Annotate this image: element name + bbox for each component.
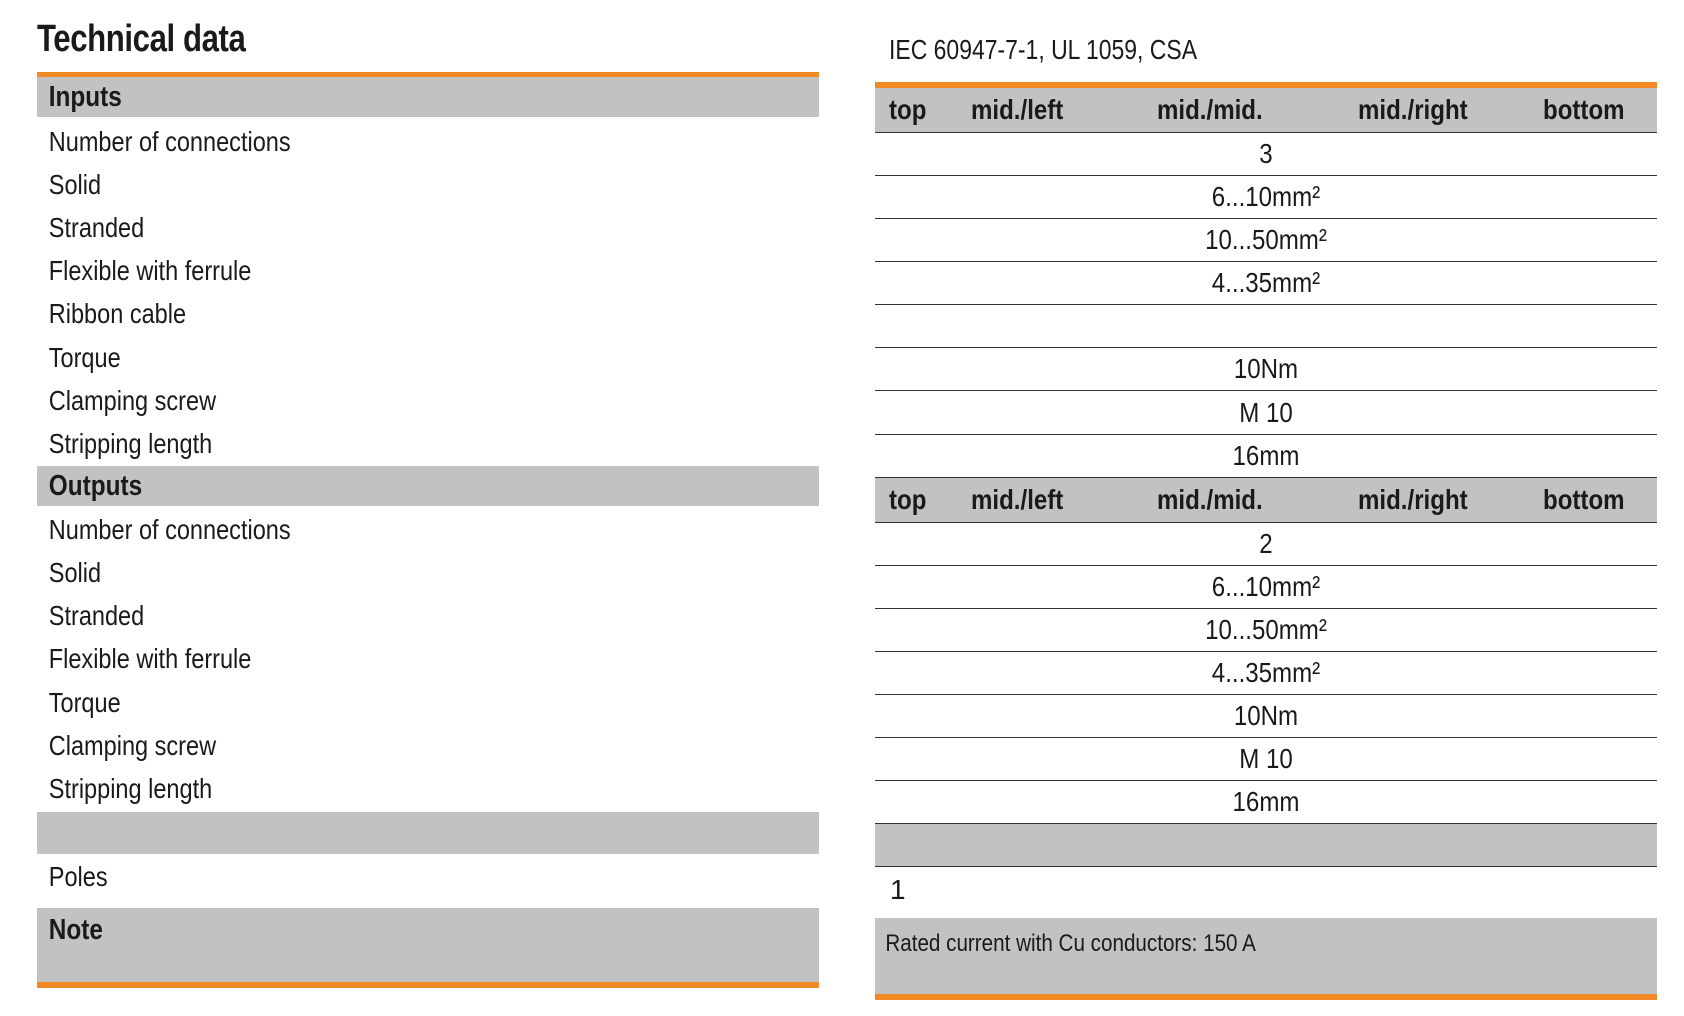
inputs-value-torque: 10Nm xyxy=(1233,353,1299,384)
outputs-value-screw: M 10 xyxy=(1239,743,1293,774)
standards-text: IEC 60947-7-1, UL 1059, CSA xyxy=(889,34,1198,65)
table-row xyxy=(37,551,819,594)
outputs-column-header xyxy=(875,478,1657,523)
inputs-value-ferrule: 4...35mm² xyxy=(1211,267,1321,298)
note-body xyxy=(875,918,1657,994)
col-mid-mid: mid./mid. xyxy=(1157,94,1263,125)
inputs-section-header xyxy=(37,77,819,117)
col-mid-mid: mid./mid. xyxy=(1157,484,1263,515)
table-row xyxy=(37,422,819,465)
note-text: Rated current with Cu conductors: 150 A xyxy=(885,930,1256,957)
poles-row xyxy=(37,855,819,898)
table-row xyxy=(37,163,819,206)
outputs-label-stranded: Stranded xyxy=(48,599,145,631)
page-title: Technical data xyxy=(37,18,246,60)
inputs-label-torque: Torque xyxy=(48,341,121,373)
inputs-label-stranded: Stranded xyxy=(48,211,145,243)
table-row xyxy=(875,305,1657,348)
note-section xyxy=(37,908,819,982)
outputs-section-header xyxy=(37,466,819,506)
table-row xyxy=(875,609,1657,652)
col-mid-right: mid./right xyxy=(1358,484,1468,515)
table-row xyxy=(37,249,819,292)
table-row xyxy=(37,206,819,249)
outputs-value-connections: 2 xyxy=(1259,528,1273,559)
blank-section-header xyxy=(37,812,819,854)
inputs-value-stranded: 10...50mm² xyxy=(1205,224,1327,255)
inputs-label-ribbon: Ribbon cable xyxy=(48,297,187,329)
table-row xyxy=(875,566,1657,609)
inputs-value-solid: 6...10mm² xyxy=(1211,181,1321,212)
col-bottom: bottom xyxy=(1543,94,1625,125)
outputs-value-torque: 10Nm xyxy=(1233,700,1299,731)
poles-value-row xyxy=(875,868,1657,911)
outputs-label-screw: Clamping screw xyxy=(48,729,217,761)
col-mid-right: mid./right xyxy=(1358,94,1468,125)
outputs-label-connections: Number of connections xyxy=(48,513,291,545)
poles-label: Poles xyxy=(48,860,108,892)
table-row xyxy=(37,379,819,422)
bottom-rule-right xyxy=(875,994,1657,1000)
inputs-label-stripping: Stripping length xyxy=(48,427,213,459)
outputs-label-torque: Torque xyxy=(48,686,121,718)
table-row xyxy=(875,133,1657,176)
table-row xyxy=(875,781,1657,824)
table-row xyxy=(875,695,1657,738)
note-heading: Note xyxy=(48,914,103,946)
col-top: top xyxy=(889,94,927,125)
outputs-heading: Outputs xyxy=(48,469,143,502)
col-top: top xyxy=(889,484,927,515)
table-row xyxy=(875,435,1657,478)
table-row xyxy=(875,219,1657,262)
inputs-label-screw: Clamping screw xyxy=(48,384,217,416)
table-row xyxy=(37,637,819,680)
outputs-value-ferrule: 4...35mm² xyxy=(1211,657,1321,688)
inputs-label-solid: Solid xyxy=(48,168,102,200)
table-row xyxy=(37,767,819,810)
table-row xyxy=(37,292,819,335)
col-mid-left: mid./left xyxy=(971,94,1064,125)
poles-value: 1 xyxy=(890,873,906,905)
table-row xyxy=(37,681,819,724)
table-row xyxy=(37,336,819,379)
inputs-label-ferrule: Flexible with ferrule xyxy=(48,254,252,286)
inputs-value-stripping: 16mm xyxy=(1232,440,1300,471)
inputs-label-connections: Number of connections xyxy=(48,125,291,157)
bottom-rule-left xyxy=(37,982,819,988)
inputs-value-connections: 3 xyxy=(1259,138,1273,169)
table-row xyxy=(37,120,819,163)
outputs-label-ferrule: Flexible with ferrule xyxy=(48,642,252,674)
outputs-value-stripping: 16mm xyxy=(1232,786,1300,817)
table-row xyxy=(37,594,819,637)
table-row xyxy=(875,738,1657,781)
outputs-label-stripping: Stripping length xyxy=(48,772,213,804)
outputs-value-solid: 6...10mm² xyxy=(1211,571,1321,602)
table-row xyxy=(875,523,1657,566)
inputs-column-header xyxy=(875,88,1657,133)
table-row xyxy=(875,262,1657,305)
col-mid-left: mid./left xyxy=(971,484,1064,515)
inputs-value-screw: M 10 xyxy=(1239,397,1293,428)
col-bottom: bottom xyxy=(1543,484,1625,515)
table-row xyxy=(37,724,819,767)
table-row xyxy=(875,392,1657,435)
table-row xyxy=(875,348,1657,391)
table-row xyxy=(37,508,819,551)
table-row xyxy=(875,652,1657,695)
blank-section-header-right xyxy=(875,824,1657,867)
table-row xyxy=(875,176,1657,219)
outputs-value-stranded: 10...50mm² xyxy=(1205,614,1327,645)
inputs-heading: Inputs xyxy=(48,80,122,113)
outputs-label-solid: Solid xyxy=(48,556,102,588)
